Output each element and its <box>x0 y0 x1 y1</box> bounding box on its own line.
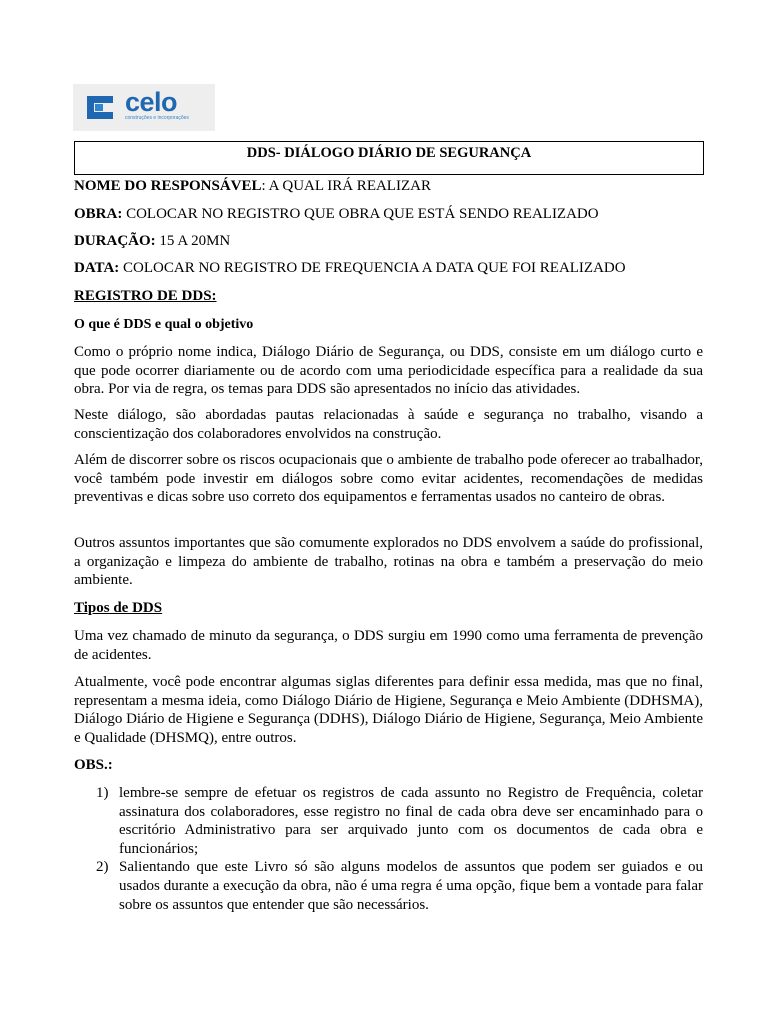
obs-list <box>74 784 703 914</box>
field-responsavel-value: : A QUAL IRÁ REALIZAR <box>261 178 431 194</box>
logo-tagline: construções e incorporações <box>125 115 189 121</box>
paragraph-6: Atualmente, você pode encontrar algumas siglas diferentes para definir essa medida, mas que no final, representam a mesma ideia, como Diálogo Diário de Higiene, Segurança e Meio Ambiente (DDHSMA), Diálogo Diário de Higiene e Segurança (DDHS), Diálogo Diário de Higiene, Segurança, Meio Ambiente e Qualidade (DHSMQ), entre outros. <box>74 674 703 746</box>
list-item <box>74 784 703 858</box>
field-duracao-value: 15 A 20MN <box>155 233 231 249</box>
list-item-number: 2) <box>96 859 109 876</box>
tipos-heading: Tipos de DDS <box>74 600 163 616</box>
field-obra-label: OBRA: <box>74 206 123 222</box>
field-obra <box>74 205 599 223</box>
paragraph-2: Neste diálogo, são abordadas pautas relacionadas à saúde e segurança no trabalho, visando a conscientização dos colaboradores envolvidos na construção. <box>74 407 703 442</box>
logo-mark-icon <box>73 84 123 131</box>
field-data <box>74 259 626 277</box>
title-box <box>74 141 704 175</box>
field-data-value: COLOCAR NO REGISTRO DE FREQUENCIA A DATA QUE FOI REALIZADO <box>119 260 626 276</box>
registro-heading: REGISTRO DE DDS: <box>74 288 217 304</box>
field-responsavel-label: NOME DO RESPONSÁVEL <box>74 178 262 194</box>
paragraph-5: Uma vez chamado de minuto da segurança, o DDS surgiu em 1990 como uma ferramenta de prevenção de acidentes. <box>74 628 703 663</box>
paragraph-1: Como o próprio nome indica, Diálogo Diário de Segurança, ou DDS, consiste em um diálogo curto e que pode ocorrer diariamente ou de acordo com uma periodicidade específica para a realidade da sua obra. Por via de regra, os temas para DDS são apresentados no início das atividades. <box>74 344 703 398</box>
field-duracao <box>74 232 230 250</box>
paragraph-4: Outros assuntos importantes que são comumente explorados no DDS envolvem a saúde do profissional, a organização e limpeza do ambiente de trabalho, rotinas na obra e também a preservação do meio ambiente. <box>74 535 703 589</box>
field-obra-value: COLOCAR NO REGISTRO QUE OBRA QUE ESTÁ SENDO REALIZADO <box>122 206 599 222</box>
paragraph-3: Além de discorrer sobre os riscos ocupacionais que o ambiente de trabalho pode oferecer ao trabalhador, você também pode investir em diálogos sobre como evitar acidentes, recomendações de medidas preventivas e dicas sobre uso correto dos equipamentos e ferramentas usados no canteiro de obras. <box>74 452 703 506</box>
objetivo-heading: O que é DDS e qual o objetivo <box>74 317 254 332</box>
document-title: DDS- DIÁLOGO DIÁRIO DE SEGURANÇA <box>246 145 532 161</box>
field-responsavel <box>74 177 431 195</box>
list-item-text: Salientando que este Livro só são alguns modelos de assuntos que podem ser guiados e ou usados durante a execução da obra, não é uma regra é uma opção, fique bem a vontade para falar sobre os assuntos que entender que são necessários. <box>119 859 703 913</box>
obs-heading: OBS.: <box>74 757 113 773</box>
list-item <box>74 858 703 914</box>
logo-wordmark: celo <box>125 87 178 117</box>
field-duracao-label: DURAÇÃO: <box>74 233 156 249</box>
company-logo <box>73 84 215 131</box>
list-item-text: lembre-se sempre de efetuar os registros de cada assunto no Registro de Frequência, coletar assinatura dos colaboradores, esse registro no final de cada obra deve ser encaminhado para o escritório Administrativo para ser arquivado junto com os documentos de cada obra e funcionários; <box>119 785 703 857</box>
list-item-number: 1) <box>96 785 109 801</box>
field-data-label: DATA: <box>74 260 120 276</box>
